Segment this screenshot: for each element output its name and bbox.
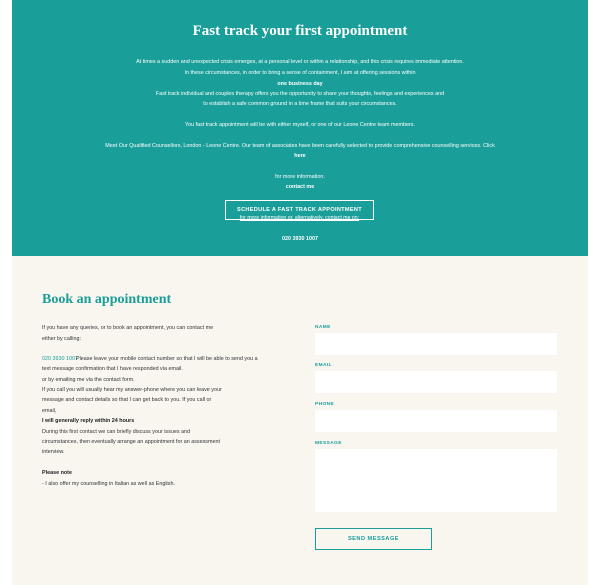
book-text-line: If you call you will usually hear my answer-phone where you can leave your — [42, 387, 222, 393]
phone-input[interactable] — [315, 410, 557, 432]
book-text-line: email, — [42, 408, 57, 414]
phone-label: PHONE — [315, 402, 335, 407]
book-appointment-section — [12, 256, 588, 585]
hero-text-line: to establish a safe common ground in a time frame that suits your circumstances. — [203, 101, 397, 107]
hero-text-line: Meet Our Qualified Counsellors, London - Leone Centre. Our team of associates have been carefully selected to provide comprehensive counselling services. Click — [105, 143, 495, 149]
please-note-heading: Please note — [42, 470, 72, 476]
book-text-line: Please leave your mobile contact number so that I will be able to send you a — [76, 356, 258, 362]
book-text-line: circumstances, then eventually arrange an appointment for an assessment — [42, 439, 220, 445]
book-title: Book an appointment — [42, 292, 172, 307]
book-text-line: interview. — [42, 449, 65, 455]
one-business-day-text: one business day — [277, 81, 323, 87]
hero-text-line: At times a sudden and unexpected crisis emerges, at a personal level or within a relationship, and this crisis requires immediate attention. — [136, 59, 464, 65]
hero-text-line — [12, 153, 588, 160]
book-text-line: text message confirmation that I have responded via email. — [42, 366, 183, 372]
send-message-button[interactable]: SEND MESSAGE — [315, 528, 432, 550]
message-textarea[interactable] — [315, 449, 557, 512]
book-text-line: During this first contact we can briefly discuss your issues and — [42, 429, 191, 435]
message-label: MESSAGE — [315, 441, 342, 446]
name-label: NAME — [315, 325, 331, 330]
hero-text-line: You fast track appointment will be with either myself, or one of our Leone Centre team members. — [185, 122, 415, 128]
book-text-line: either by calling: — [42, 336, 81, 342]
name-input[interactable] — [315, 333, 557, 355]
hero-phone-number[interactable]: 020 3930 1007 — [282, 236, 318, 242]
schedule-button-label: SCHEDULE A FAST TRACK APPOINTMENT — [237, 207, 362, 213]
hero-text-line: Fast track individual and couples therapy offers you the opportunity to share your thoughts, feelings and experiences and — [155, 91, 445, 97]
book-phone-link[interactable]: 020 3930 1007 — [42, 356, 78, 362]
hero-text-line: In these circumstances, in order to bring a sense of containment, I aim at offering sessions within — [184, 70, 416, 76]
book-text-line: or by emailing me via the contact form. — [42, 377, 135, 383]
hero-text-line — [12, 81, 588, 88]
hero-text-line — [12, 184, 588, 191]
hero-text-line: for more information. — [275, 174, 325, 180]
reply-time-text: I will generally reply within 24 hours — [42, 418, 135, 424]
contact-me-link[interactable]: contact me — [285, 184, 315, 190]
here-link[interactable]: here — [294, 153, 306, 159]
book-text-line: - I also offer my counselling in Italian as well as English. — [42, 481, 175, 487]
schedule-button-subtext: for more information or, alternatively, contact me on: — [239, 215, 360, 221]
hero-title: Fast track your first appointment — [192, 23, 408, 39]
book-text-line: If you have any queries, or to book an appointment, you can contact me — [42, 325, 214, 331]
email-input[interactable] — [315, 371, 557, 393]
book-text-line: message and contact details so that I can get back to you. If you call or — [42, 397, 212, 403]
email-label: EMAIL — [315, 363, 332, 368]
fast-track-section — [12, 0, 588, 256]
schedule-fast-track-button[interactable] — [225, 200, 374, 220]
